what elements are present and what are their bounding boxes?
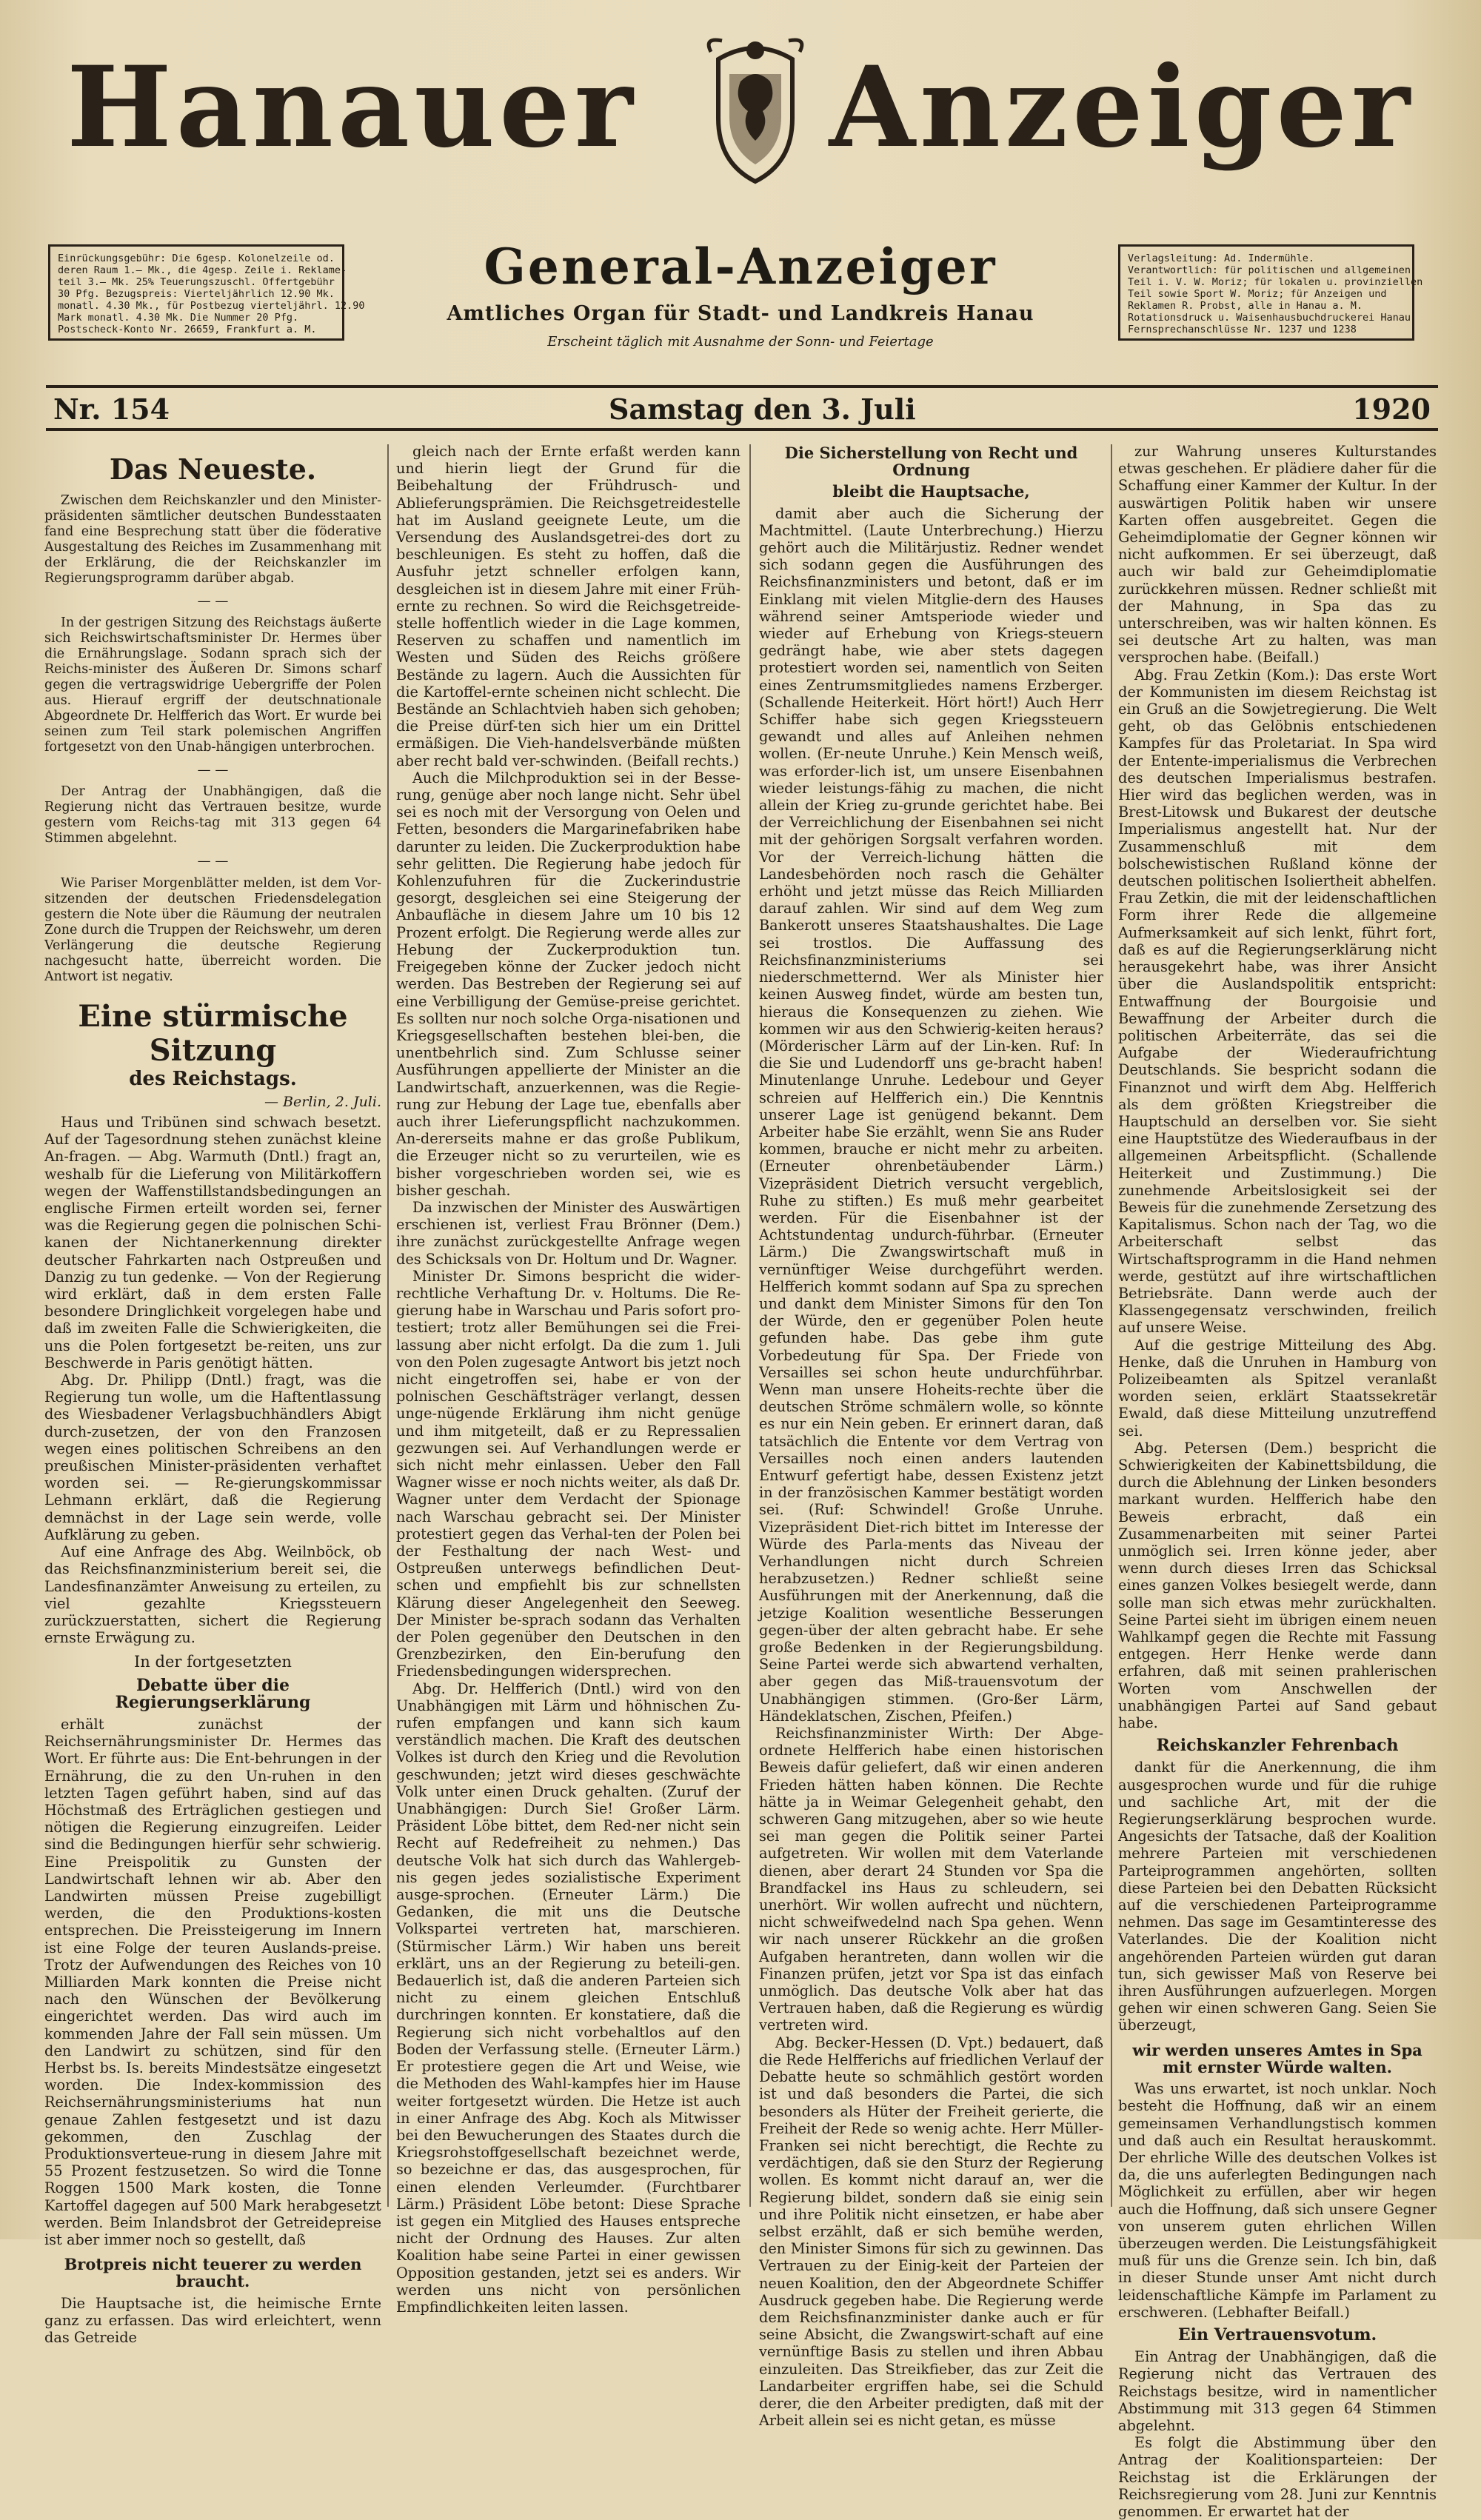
info-right-line: Rotationsdruck u. Waisenhausbuchdruckerei Hanau bbox=[1128, 312, 1411, 324]
article-paragraph: Ein Antrag der Unabhängigen, daß die Regierung nicht das Vertrauen des Reichstags besitze, wird in namentlicher Abstimmung mit 313 gegen 64 Stimmen abgelehnt. bbox=[1118, 2348, 1437, 2434]
article-paragraph: Abg. Frau Zetkin (Kom.): Das erste Wort der Kommunisten im diesem Reichstag ist ein Gruß an die Sowjetregierung. Die Welt geht, ob das Gelöbnis entschiedenen Kampfes für das Proletariat. In Spa wird der Entente-imperialismus die Verbrechen des deutschen Imperialismus bestrafen. Hier wird das beglichen werden, was in Brest-Litowsk und Bukarest der deutsche Imperialismus angestellt hat. Nur der Zusammenschluß mit dem bolschewistischen Rußland könne der deutschen politischen Isoliertheit abhelfen. Frau Zetkin, die mit der leidenschaftlichen Form ihrer Rede die allgemeine Aufmerksamkeit auf sich lenkt, führt fort, daß es auf die Regierungserklärung nicht herausgekehrt habe, was ihrer Ansicht über die Auslandspolitik entspricht: Entwaffnung der Bourgoisie und Bewaffnung der Arbeiter durch die politischen Arbeiterräte, das sei die Aufgabe der Wiederaufrichtung Deutschlands. Sie bespricht sodann die Finanznot und wirft dem Abg. Helfferich als dem größten Kriegstreiber die Hauptschuld an derselben vor. Sie sieht eine Hauptstütze des Wiederaufbaus in der allgemeinen Arbeitspflicht. (Schallende Heiterkeit und Zustimmung.) Die zunehmende Arbeitslosigkeit sei der Beweis für die zunehmende Zersetzung des Kapitalismus. Schon nach der Tag, wo die Arbeiterschaft selbst das Wirtschaftsprogramm in die Hand nehmen werde, gestützt auf ihre wirtschaftlichen Betriebsräte. Dann werde auch der Klassengegensatz verschwinden, freilich auf unsere Weise. bbox=[1118, 666, 1437, 1337]
separator: — — bbox=[197, 593, 229, 609]
article-headline: Eine stürmische Sitzung bbox=[78, 998, 348, 1068]
column-divider bbox=[749, 444, 751, 2207]
article-paragraph: zur Wahrung unseres Kulturstandes etwas geschehen. Er plädiere daher für die Schaffung einer Kammer der Kultur. In der auswärtigen Politik haben wir unsere Karten offen ausgebreitet. Gegen die Geheimdiplomatie der Gegner können wir nicht aufkommen. Er sei überzeugt, daß auch wir bald zur Geheimdiplomatie zurückkehren müssen. Redner schließt mit der Mahnung, in Spa das zu unterschreiben, was wir halten können. Es sei deutsche Art zu halten, was man versprochen habe. (Beifall.) bbox=[1118, 443, 1437, 666]
subtitle-block bbox=[415, 237, 1066, 350]
column-divider bbox=[1111, 444, 1112, 2207]
info-left-line: Einrückungsgebühr: Die 6gesp. Kolonelzeile od. bbox=[58, 253, 335, 264]
article-paragraph: Auch die Milchproduktion sei in der Besse-rung, genüge aber noch lange nicht. Sehr übel sei es noch mit der Versorgung von Oelen und Fetten, besonders die Margarinefabriken habe darunter zu leiden. Die Zuckerproduktion habe sehr gelitten. Die Regierung habe jedoch für Kohlenzufuhren für die Zuckerindustrie gesorgt, desgleichen sei eine Steigerung der Anbaufläche in diesem Jahre um 10 bis 12 Prozent erfolgt. Die Regierung werde alles zur Hebung der Zuckerproduktion tun. Freigegeben könne der Zucker jedoch nicht werden. Das Bestreben der Regierung sei auf eine Verbilligung der Gemüse-preise gerichtet. Es sollten nur noch solche Orga-nisationen und Kriegsgesellschaften bestehen blei-ben, die unentbehrlich sind. Zum Schlusse seiner Ausführungen appellierte der Minister an die Landwirtschaft, anzuerkennen, was die Regie-rung zur Hebung der Lage tue, ebenfalls aber auch ihrer Lieferungspflicht nachzukommen. An-dererseits mahne er das große Publikum, die Erzeuger nicht so zu verurteilen, wie es bisher vorgeschrieben worden sei, wie es bisher geschah. bbox=[396, 769, 740, 1199]
official-organ-line: Amtliches Organ für Stadt- und Landkreis Hanau bbox=[447, 302, 1034, 325]
article-paragraph: Auf die gestrige Mitteilung des Abg. Henke, daß die Unruhen in Hamburg von Polizeibeamten als Spitzel veranlaßt worden seien, erklärt Staatssekretär Ewald, daß diese Mitteilung unzutreffend sei. bbox=[1118, 1336, 1437, 1440]
section-heading: Debatte über die Regierungserklärung bbox=[115, 1675, 311, 1712]
issue-year: 1920 bbox=[1352, 392, 1431, 426]
info-left-line: teil 3.— Mk. 25% Teuerungszuschl. Offertgebühr bbox=[58, 276, 335, 288]
info-left-line: Postscheck-Konto Nr. 26659, Frankfurt a. M. bbox=[58, 324, 317, 335]
article-paragraph: dankt für die Anerkennung, die ihm ausgesprochen wurde und für die ruhige und sachliche Art, mit der die Regierungserklärung besprochen wurde. Angesichts der Tatsache, daß der Koalition mehrere Parteien mit verschiedenen Parteiprogrammen angehörten, sollten diese Parteien bei den Debatten Rücksicht auf die verschiedenen Parteiprogramme nehmen. Das sage im Gesamtinteresse des Vaterlandes. Die der Koalition nicht angehörenden Parteien würden gut daran tun, sich gewisser Maß von Reserve bei ihren Ausführungen aufzuerlegen. Morgen gehen wir einen schweren Gang. Seien Sie überzeugt, bbox=[1118, 1759, 1437, 2034]
issue-date: Samstag den 3. Juli bbox=[609, 392, 916, 426]
article-column-4 bbox=[1118, 443, 1437, 2520]
article-paragraph: Abg. Petersen (Dem.) bespricht die Schwierigkeiten der Kabinettsbildung, die durch die Ablehnung der Linken besonders markant wurden. Helfferich habe den Beweis erbracht, daß ein Zusammenarbeiten mit seiner Partei unmöglich sei. Irren könne jeder, aber wenn durch dieses Irren das Schicksal eines ganzen Volkes besiegelt werde, dann solle man sich etwas mehr zurückhalten. Seine Partei sieht im übrigen einem neuen Wahlkampf gegen die Rechte mit Fassung entgegen. Herr Henke werde dann erfahren, daß mit seinen prahlerischen Worten vom Anschwellen der unabhängigen Partei auf Sand gebaut habe. bbox=[1118, 1439, 1437, 1732]
masthead bbox=[52, 22, 1429, 200]
article-subheadline: des Reichstags. bbox=[129, 1067, 297, 1090]
section-heading: Ein Vertrauensvotum. bbox=[1177, 2325, 1377, 2344]
general-anzeiger-title: General-Anzeiger bbox=[484, 238, 997, 295]
section-heading: wir werden unseres Amtes in Spa mit ernster Würde walten. bbox=[1132, 2040, 1423, 2076]
article-place-date: — Berlin, 2. Juli. bbox=[264, 1093, 381, 1110]
article-paragraph: Die Hauptsache ist, die heimische Ernte ganz zu erfassen. Das wird erleichtert, wenn das Getreide bbox=[44, 2294, 381, 2347]
pricing-info-box bbox=[48, 244, 365, 341]
article-paragraph: Es folgt die Abstimmung über den Antrag der Koalitionsparteien: Der Reichstag ist die Erklärungen der Reichsregierung vom 28. Juni zur Kenntnis genommen. Er erwartet hat der bbox=[1118, 2434, 1437, 2520]
info-left-line: Mark monatl. 4.30 Mk. Die Nummer 20 Pfg. bbox=[58, 312, 299, 324]
news-paragraph: Zwischen dem Reichskanzler und den Minister-präsidenten sämtlicher deutschen Bundesstaaten fand eine Besprechung statt über die föderative Ausgestaltung des Reiches im Zusammenhang mit der Erklärung, die der Reichskanzler im Regierungsprogramm darüber abgab. bbox=[44, 493, 381, 586]
article-paragraph: Abg. Dr. Helfferich (Dntl.) wird von den Unabhängigen mit Lärm und höhnischen Zu-rufen empfangen und kann sich kaum verständlich machen. Die Kraft des deutschen Volkes ist durch den Krieg und die Revolution geschwunden; jetzt wird dieses geschwächte Volk unter einen Druck gehalten. (Zuruf der Unabhängigen: Durch Sie! Großer Lärm. Präsident Löbe bittet, dem Red-ner nicht sein Recht auf Redefreiheit zu nehmen.) Das deutsche Volk hat sich durch das Wahlergeb-nis gegen jedes sozialistische Experiment ausge-sprochen. (Erneuter Lärm.) Die Gedanken, die mit uns die Deutsche Volkspartei vertreten hat, marschieren. (Stürmischer Lärm.) Wir haben uns bereit erklärt, uns an der Regierung zu beteili-gen. Bedauerlich ist, daß die anderen Parteien sich nicht zu einem gleichen Entschluß durchringen konnten. Er konstatiere, daß die Regierung sich nicht vorbehaltlos auf den Boden der Verfassung stelle. (Erneuter Lärm.) Er protestiere gegen die Art und Weise, wie die Methoden des Wahl-kampfes hier im Hause weiter fortgesetzt würden. Die Hetze ist auch in einer Anfrage des Abg. Koch als Mitwisser bei den Bewucherungen des Staates durch die Kriegsrohstoffgesellschaft bezeichnet werde, so bezeichne er das, das ausgesprochen, für einen elenden Verleumder. (Furchtbarer Lärm.) Präsident Löbe betont: Diese Sprache ist gegen ein Mitglied des Hauses entspreche nicht der Ordnung des Hauses. Zur alten Koalition habe seine Partei in einer gewissen Opposition gestanden, jetzt sei es anders. Wir werden uns nicht von persönlichen Empfindlichkeiten leiten lassen. bbox=[396, 1680, 740, 2316]
info-left-line: monatl. 4.30 Mk., für Postbezug vierteljährl. 12.90 bbox=[58, 300, 365, 312]
info-right-line: Teil i. V. W. Moriz; für lokalen u. provinziellen bbox=[1128, 276, 1423, 288]
info-right-line: Verlagsleitung: Ad. Indermühle. bbox=[1128, 253, 1314, 264]
separator: — — bbox=[197, 762, 229, 778]
info-right-line: Teil sowie Sport W. Moriz; für Anzeigen und bbox=[1128, 288, 1387, 300]
issue-dateline bbox=[46, 385, 1438, 431]
column-divider bbox=[387, 444, 389, 2207]
news-paragraph: Wie Pariser Morgenblätter melden, ist dem Vor-sitzenden der deutschen Friedensdelegation gestern die Note über die Räumung der neutralen Zone durch die Truppen der Reichswehr, um deren Verlängerung die deutsche Regierung nachgesucht hatte, überreicht worden. Die Antwort ist negativ. bbox=[44, 875, 381, 984]
article-column-2 bbox=[396, 443, 740, 2316]
article-column-1 bbox=[44, 443, 381, 2347]
article-paragraph: Abg. Dr. Philipp (Dntl.) fragt, was die Regierung tun wolle, um die Haftentlassung des Wiesbadener Verlagsbuchhändlers Abigt durch-zusetzen, der von den Franzosen wegen eines politischen Schreibens an den preußischen Minister-präsidenten verhaftet worden sei. — Re-gierungskommissar Lehmann erklärt, daß die Regierung demnächst in der Lage sein werde, volle Aufklärung zu geben. bbox=[44, 1371, 381, 1543]
masthead-title-right: Anzeiger bbox=[829, 42, 1414, 173]
article-column-3 bbox=[759, 443, 1103, 2430]
continuation-note: In der fortgesetzten bbox=[134, 1653, 292, 1671]
separator: — — bbox=[197, 853, 229, 869]
article-paragraph: Auf eine Anfrage des Abg. Weilnböck, ob das Reichsfinanzministerium bereit sei, die Landesfinanzämter Anweisung zu erteilen, zu viel gezahlte Kriegssteuern zurückzuerstatten, sichert die Regierung ernste Erwägung zu. bbox=[44, 1543, 381, 1647]
article-paragraph: Da inzwischen der Minister des Auswärtigen erschienen ist, verliest Frau Brönner (Dem.) ihre zunächst zurückgestellte Anfrage wegen des Schicksals von Dr. Holtum und Dr. Wagner. bbox=[396, 1198, 740, 1268]
article-paragraph: Reichsfinanzminister Wirth: Der Abge-ordnete Helfferich habe einen historischen Beweis dafür geliefert, daß wir einen anderen Frieden hätten haben können. Die Rechte hätte ja in Weimar Gelegenheit gehabt, den schweren Gang mitzugehen, aber so wie heute sei man gegen die Politik seiner Partei aufgetreten. Wir wollen mit dem Vaterlande dienen, aber derart 24 Stunden vor Spa die Brandfackel ins Haus zu schleudern, sei unerhört. Wir wollen aufrecht und nüchtern, nicht schweifwedelnd nach Spa gehen. Wenn wir nach unserer Rückkehr an die großen Aufgaben herantreten, dann wollen wir die Finanzen prüfen, jetzt vor Spa ist das einfach unmöglich. Das deutsche Volk aber hat das Vertrauen haben, daß die Regierung es würdig vertreten wird. bbox=[759, 1725, 1103, 2034]
article-paragraph: Minister Dr. Simons bespricht die wider-rechtliche Verhaftung Dr. v. Holtums. Die Re-gierung habe in Warschau und Paris sofort pro-testiert; trotz aller Bemühungen sei die Frei-lassung aber nicht erfolgt. Da die zum 1. Juli von den Polen zugesagte Antwort bis jetzt noch nicht eingetroffen sei, habe er von der polnischen Geschäftsträger verlangt, dessen unge-nügende Erklärung ihm nicht genüge und ihm mitgeteilt, daß er zu Repressalien gezwungen sei. Auf Verhandlungen werde er sich nicht mehr einlassen. Ueber den Fall Wagner wisse er noch nichts weiter, als daß Dr. Wagner unter dem Verdacht der Spionage nach Warschau gebracht sei. Der Minister protestiert gegen das Verhal-ten der Polen bei der Festhaltung der nach West- und Ostpreußen unterwegs befindlichen Deut-schen und empfiehlt bis zur schnellsten Klärung dieser Angelegenheit den Seeweg. Der Minister be-sprach sodann das Verhalten der Polen gegenüber den Deutschen in den Grenzbezirken, den Ein-berufung den Friedensbedingungen widersprechen. bbox=[396, 1267, 740, 1680]
info-left-line: deren Raum 1.— Mk., die 4gesp. Zeile i. Reklame- bbox=[58, 264, 347, 276]
issue-number: Nr. 154 bbox=[53, 392, 170, 426]
publisher-info-box bbox=[1118, 244, 1423, 341]
article-paragraph: gleich nach der Ernte erfaßt werden kann und hierin liegt der Grund für die Beibehaltung der Frühdrusch- und Ablieferungsprämien. Die Reichsgetreidestelle hat im Ausland geeignete Leute, um die Versendung des Auslandsgetrei-des dort zu beschleunigen. Es steht zu hoffen, daß die Ausfuhr jetzt schneller erfolgen kann, desgleichen ist in diesem Jahre mit einer Früh-ernte zu rechnen. So wird die Reichsgetreide-stelle hoffentlich wieder in die Lage kommen, Reserven zu schaffen und namentlich im Westen und Süden des Reichs größere Bestände zu lagern. Auch die Aussichten für die Kartoffel-ernte scheinen nicht schlecht. Die Bestände an Schlachtvieh haben sich gehoben; die Preise dürf-ten sich hier um ein Drittel ermäßigen. Die Vieh-handelsverbände müßten aber recht bald ver-schwinden. (Beifall rechts.) bbox=[396, 443, 740, 769]
section-heading: bleibt die Hauptsache, bbox=[832, 482, 1030, 501]
news-heading: Das Neueste. bbox=[109, 452, 317, 486]
news-paragraph: Der Antrag der Unabhängigen, daß die Regierung nicht das Vertrauen besitze, wurde gestern vom Reichs-tag mit 313 gegen 64 Stimmen abgelehnt. bbox=[44, 784, 381, 846]
article-paragraph: Haus und Tribünen sind schwach besetzt. Auf der Tagesordnung stehen zunächst kleine An-fragen. — Abg. Warmuth (Dntl.) fragt an, weshalb für die Lieferung von Militärkoffern wegen der Waffenstillstandsbedingungen an englische Firmen erteilt worden sei, ferner was die Regierung gegen die polnischen Schi-kanen der Nichtanerkennung direkter deutscher Fahrkarten nach Ostpreußen und Danzig zu tun gedenke. — Von der Regierung wird erklärt, daß in dem ersten Falle besondere Dringlichkeit vorgelegen habe und daß im zweiten Falle die Schwierigkeiten, die uns die Polen fortgesetzt be-reiten, uns zur Beschwerde in Paris genötigt hätten. bbox=[44, 1114, 381, 1371]
info-right-line: Verantwortlich: für politischen und allgemeinen bbox=[1128, 264, 1411, 276]
masthead-title-left: Hanauer bbox=[67, 42, 638, 173]
coat-of-arms-icon bbox=[689, 30, 822, 193]
section-heading: Brotpreis nicht teuerer zu werden braucht. bbox=[64, 2255, 362, 2291]
publication-frequency: Erscheint täglich mit Ausnahme der Sonn- und Feiertage bbox=[547, 334, 934, 350]
article-paragraph: Abg. Becker-Hessen (D. Vpt.) bedauert, daß die Rede Helfferichs auf friedlichen Verlauf der Debatte heute so schmählich gestört worden ist und daß besonders die Partei, die sich besonders als Hüter der Freiheit gerierte, die Freiheit der Rede so wenig achte. Herr Müller-Franken sei nicht berechtigt, die Rechte zu verdächtigen, daß sie den Sturz der Regierung wollen. Es kommt nicht darauf an, wer die Regierung bildet, sondern daß sie einig sein und ihre Politik nicht einsetzen, er habe aber selbst erzählt, daß er sich bemühe werden, den Minister Simons für sich zu gewinnen. Das Vertrauen zu der Einig-keit der Parteien der neuen Koalition, den der Abgeordnete Schiffer Ausdruck gegeben habe. Die Regierung werde dem Reichsfinanzminister danke auch er für seine Absicht, die Zwangswirt-schaft auf eine vernünftige Basis zu stellen und ihren Abbau einzuleiten. Das Streikfieber, das zur Zeit die Landarbeiter ergriffen habe, sei die Schuld derer, die den Arbeiter predigten, daß mit der Arbeit allein sei es nicht getan, es müsse bbox=[759, 2033, 1103, 2430]
article-paragraph: erhält zunächst der Reichsernährungsminister Dr. Hermes das Wort. Er führte aus: Die Ent-behrungen in der Ernährung, die zu den Un-ruhen in den letzten Tagen geführt haben, sind auf das Höchstmaß des Erträglichen gestiegen und nötigen die Regierung einzugreifen. Leider sind die Bedingungen hierfür sehr schwierig. Eine Preispolitik zu Gunsten der Landwirtschaft lehnen wir ab. Aber den Landwirten müssen Preise zugebilligt werden, die den Produktions-kosten entsprechen. Die Preissteigerung im Innern ist eine Folge der teuren Auslands-preise. Trotz der Aufwendungen des Reiches von 10 Milliarden Mark konnten die Preise nicht nach den Wünschen der Bevölkerung eingerichtet werden. Das wird auch im kommenden Jahre der Fall sein müssen. Um den Landwirt zu schützen, sind für den Herbst bs. Is. bereits Mindestsätze eingesetzt worden. Die Index-kommission des Reichsernährungsministeriums hat nun genaue Zahlen festgesetzt und ist dazu gekommen, den Zuschlag der Produktionsverteue-rung in diesem Jahre mit 55 Prozent festzusetzen. So wird die Tonne Roggen 1500 Mark kosten, die Tonne Kartoffel dagegen auf 500 Mark herabgesetzt werden. Beim Inlandsbrot der Getreidepreise ist aber immer noch so gestellt, daß bbox=[44, 1715, 381, 2249]
article-paragraph: Was uns erwartet, ist noch unklar. Noch besteht die Hoffnung, daß wir an einem gemeinsamen Verhandlungstisch kommen und daß auch ein Resultat herauskommt. Der ehrliche Wille des deutschen Volkes ist da, die uns auferlegten Bedingungen nach Möglichkeit zu erfüllen, aber wir hegen auch die Hoffnung, daß sich unsere Gegner von unserem guten ehrlichen Willen überzeugen werden. Die Leistungsfähigkeit muß für uns die Grenze sein. Ich bin, daß in dieser Stunde unser Amt nicht durch leidenschaftliche Kämpfe im Parlament zu erschweren. (Lebhafter Beifall.) bbox=[1118, 2080, 1437, 2321]
news-paragraph: In der gestrigen Sitzung des Reichstags äußerte sich Reichswirtschaftsminister Dr. Hermes über die Ernährungslage. Sodann sprach sich der Reichs-minister des Äußeren Dr. Simons scharf gegen die vertragswidrige Uebergriffe der Polen aus. Hierauf ergriff der deutschnationale Abgeordnete Dr. Helfferich das Wort. Er wurde bei seinen zum Teil stark polemischen Angriffen fortgesetzt von den Unab-hängigen unterbrochen. bbox=[44, 615, 381, 755]
section-heading: Reichskanzler Fehrenbach bbox=[1156, 1736, 1399, 1756]
info-right-line: Fernsprechanschlüsse Nr. 1237 und 1238 bbox=[1128, 324, 1357, 335]
section-heading: Die Sicherstellung von Recht und Ordnung bbox=[784, 444, 1078, 480]
info-left-line: 30 Pfg. Bezugspreis: Vierteljährlich 12.90 Mk. bbox=[58, 288, 335, 300]
info-right-line: Reklamen R. Probst, alle in Hanau a. M. bbox=[1128, 300, 1363, 312]
article-paragraph: damit aber auch die Sicherung der Machtmittel. (Laute Unterbrechung.) Hierzu gehört auch die Militärjustiz. Redner wendet sich sodann gegen die Ausführungen des Reichsfinanzministers und betont, daß er im Einklang mit vielen Mitglie-dern des Hauses während seiner Amtsperiode wieder und wieder auf Erhebung von Kriegs-steuern gedrängt habe, wie aber stets dagegen protestiert worden sei, namentlich von Seiten eines Zentrumsmitgliedes namens Erzberger. (Schallende Heiterkeit. Hört hört!) Auch Herr Schiffer habe sich gegen Kriegssteuern gewandt und alles auf Anleihen nehmen wollen. (Er-neute Unruhe.) Kein Mensch weiß, was erforder-lich ist, um unsere Eisenbahnen wieder leistungs-fähig zu machen, die nicht allein der Krieg zu-grunde gerichtet habe. Bei der Verreichlichung der Eisenbahnen sei nicht mit der gehörigen Sorgsalt verfahren worden. Vor der Verreich-lichung hätten die Landesbehörden noch rasch die Gehälter erhöht und jetzt müsse das Reich Milliarden darauf zahlen. Wir sind auf dem Weg zum Bankerott unseres Staatshaushaltes. Die Lage sei trostlos. Die Auffassung des Reichsfinanzministeriums sei niederschmetternd. Wer als Minister hier keinen Ausweg findet, würde am besten tun, hieraus die Konsequenzen zu ziehen. Wie kommen wir aus den Schwierig-keiten heraus? (Mörderischer Lärm auf der Lin-ken. Ruf: In die Sie und Ludendorff uns ge-bracht haben! Minutenlange Unruhe. Ledebour und Geyer schreien auf Helfferich ein.) Die Kenntnis unserer Lage ist genügend bekannt. Dem Arbeiter habe Sie erzählt, wenn Sie ans Ruder kommen, brauche er nicht mehr zu arbeiten. (Erneuter ohrenbetäubender Lärm.) Vizepräsident Dietrich versucht vergeblich, Ruhe zu stiften.) Es muß mehr gearbeitet werden. Für die Eisenbahner ist der Achtstundentag undurch-führbar. (Erneuter Lärm.) Die Zwangswirtschaft muß in vernünftiger Weise durchgeführt werden. Helfferich kommt sodann auf Spa zu sprechen und dankt dem Minister Simons für den Ton der Würde, den er gegenüber Polen heute gefunden habe. Das gebe ihm gute Vorbedeutung für Spa. Der Friede von Versailles sei schon heute undurchführbar. Wenn man unsere Hoheits-rechte über die deutschen Ströme schmälern wolle, so könnte es nur ein Nein geben. Er erinnert daran, daß tatsächlich die Entente vor dem Vertrag von Versailles noch einen anders lautenden Entwurf gefertigt habe, dessen Existenz jetzt in der französischen Kammer bestätigt worden sei. (Ruf: Schwindel! Große Unruhe. Vizepräsident Diet-rich bittet im Interesse der Würde des Parla-ments das Niveau der Verhandlungen nicht durch Schreien herabzusetzen.) Redner schließt seine Ausführungen mit der Anerkennung, daß die jetzige Koalition wesentliche Besserungen gegen-über der alten gebracht habe. Er sehe große Bedenken in der Regierungsbildung. Seine Partei werde sich abwartend verhalten, aber gegen das Miß-trauensvotum der Unabhängigen stimmen. (Gro-ßer Lärm, Händeklatschen, Zischen, Pfeifen.) bbox=[759, 504, 1103, 1725]
